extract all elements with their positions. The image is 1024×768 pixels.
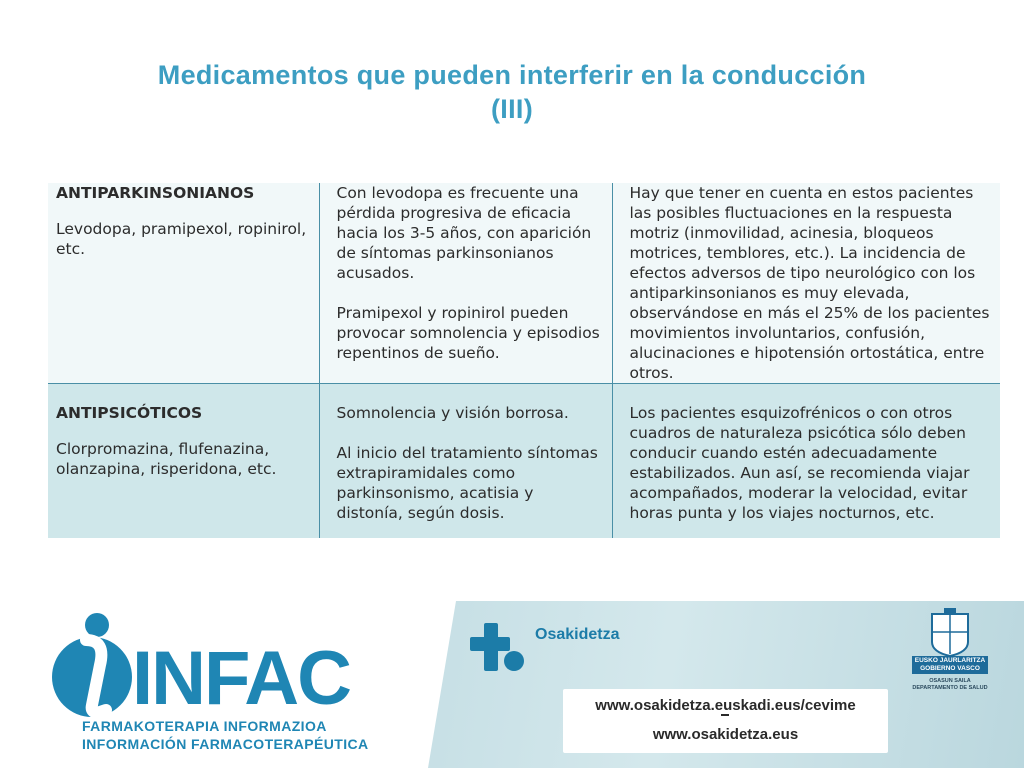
table-row [48,183,1000,384]
drug-examples: Clorpromazina, flufenazina, olanzapina, risperidona, etc. [56,440,277,478]
cevime-link[interactable]: www.osakidetza.euskadi.eus/cevime [595,697,856,714]
medication-table [48,183,1000,538]
notes-text: Hay que tener en cuenta en estos pacientes las posibles fluctuaciones en la respuesta motriz (inmovilidad, acinesia, bloqueos motrices, temblores, etc.). La incidencia de efectos adversos de tipo neurológico con los antiparkinsonianos es muy elevada, observándose en más el 25% de los pacientes movimientos involuntarios, confusión, alucinaciones e hipotensión ortostática, entre otros. [629,184,990,382]
drug-class-cell [48,384,319,538]
notes-cell [612,384,1000,538]
osakidetza-link[interactable]: www.osakidetza.eus [652,726,799,743]
table-row [48,384,1000,538]
drug-class-cell [48,183,319,384]
effect-text: Somnolencia y visión borrosa. [336,404,569,422]
effects-cell [319,183,612,384]
infac-subtitle-spanish: INFORMACIÓN FARMACOTERAPÉUTICA [82,736,369,752]
drug-examples: Levodopa, pramipexol, ropinirol, etc. [56,220,307,258]
infac-subtitle-basque: FARMAKOTERAPIA INFORMAZIOA [82,718,327,734]
title-line-1: Medicamentos que pueden interferir en la conducción [157,60,867,90]
effects-cell [319,384,612,538]
infac-logo-text: INFAC [132,636,350,721]
notes-cell [612,183,1000,384]
effect-text: Al inicio del tratamiento síntomas extrapiramidales como parkinsonismo, acatisia y distonía, según dosis. [336,444,598,522]
drug-class-title: ANTIPSICÓTICOS [56,404,203,422]
osakidetza-cross-icon [470,623,526,675]
drug-class-title: ANTIPARKINSONIANOS [56,184,255,202]
effect-text: Con levodopa es frecuente una pérdida progresiva de eficacia hacia los 3-5 años, con aparición de síntomas parkinsonianos acusados. [336,184,592,282]
url-separator [721,714,729,716]
notes-text: Los pacientes esquizofrénicos o con otros cuadros de naturaleza psicótica sólo deben conducir cuando estén adecuadamente estabilizados. Aun así, se recomienda viajar acompañados, moderar la velocidad, evitar horas punta y los viajes nocturnos, etc. [629,404,970,522]
page-title [40,58,984,126]
effect-text: Pramipexol y ropinirol pueden provocar somnolencia y episodios repentinos de sueño. [336,304,600,362]
health-department-name: OSASUN SAILA DEPARTAMENTO DE SALUD [912,678,988,691]
osakidetza-name: Osakidetza [535,626,620,643]
infac-logo-dot [85,613,109,637]
basque-government-name: EUSKO JAURLARITZA GOBIERNO VASCO [912,656,988,674]
title-line-2: (III) [491,94,533,124]
